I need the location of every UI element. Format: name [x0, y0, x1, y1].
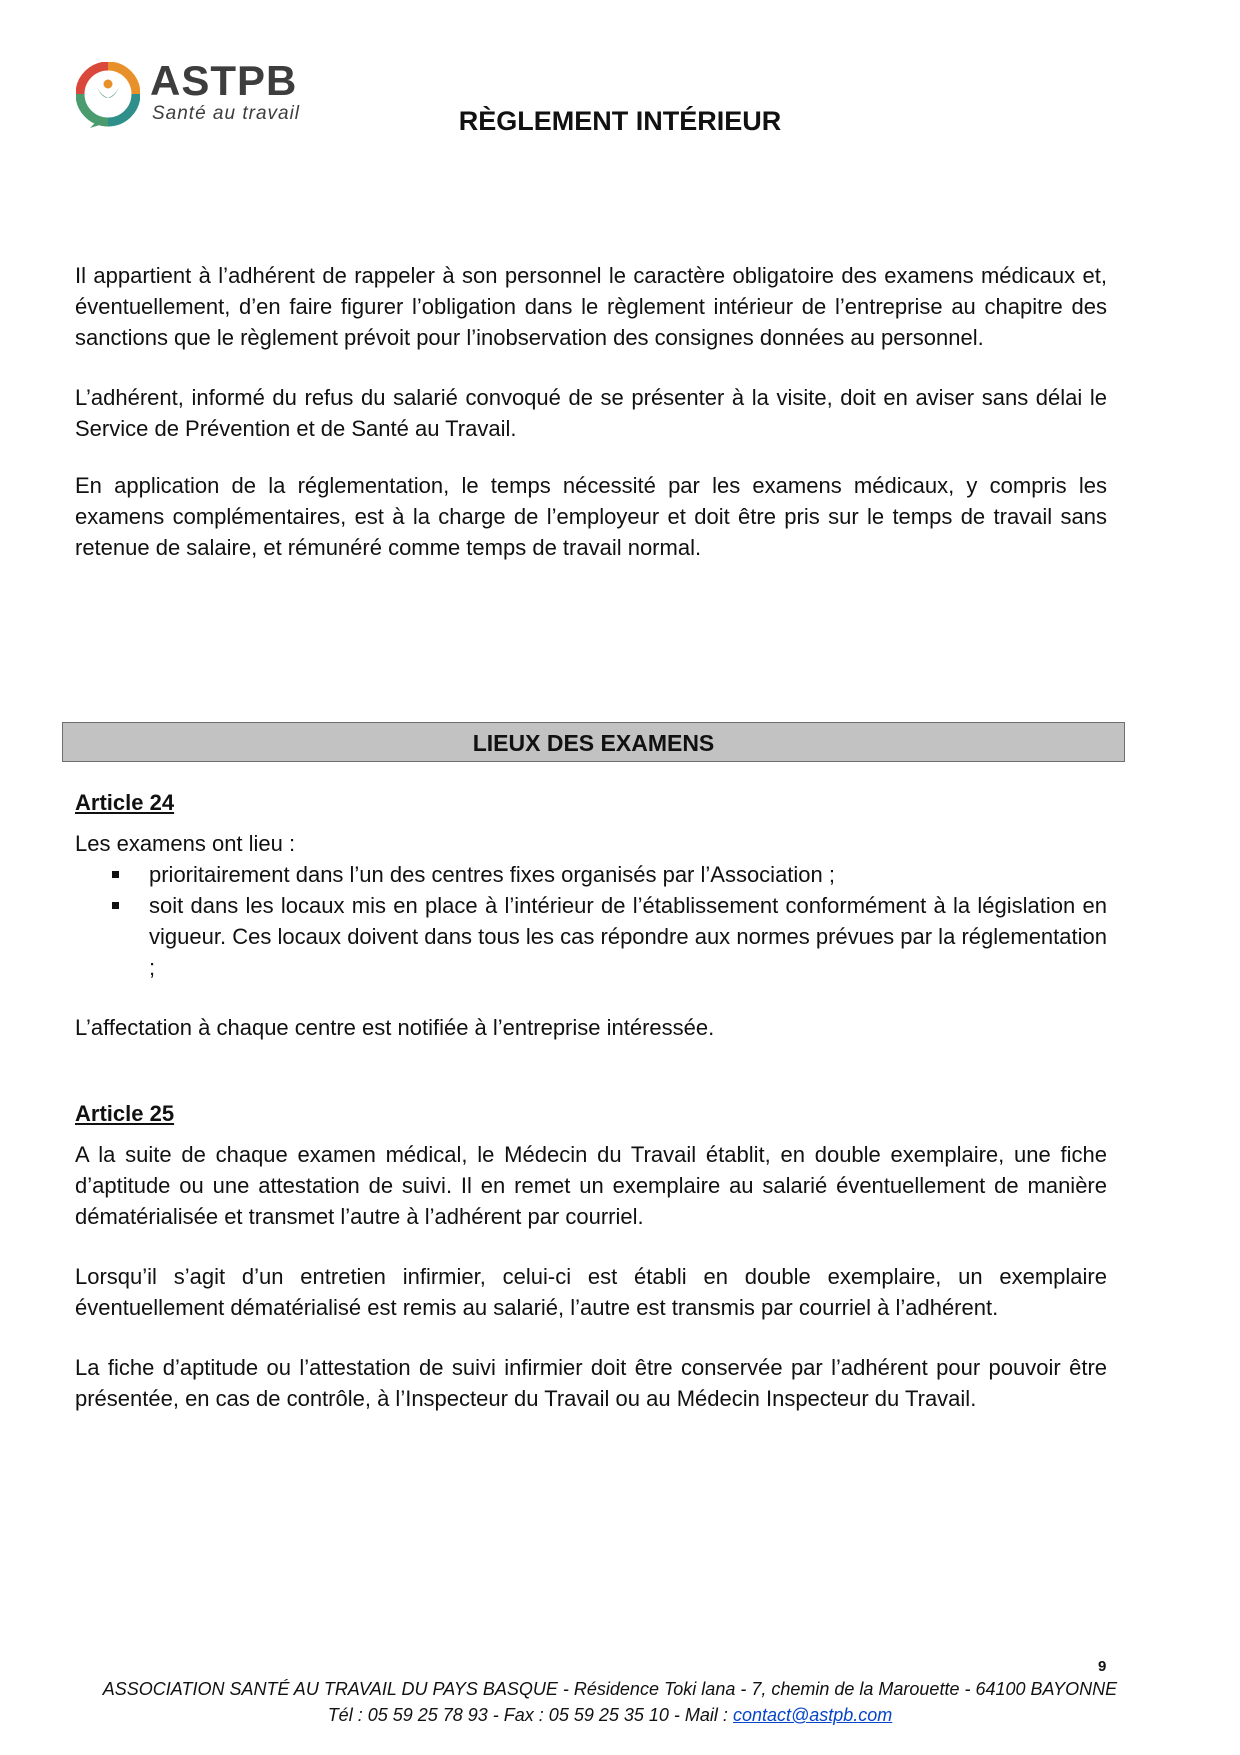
article-24	[75, 787, 1107, 1043]
intro-section	[75, 260, 1107, 563]
article-25-paragraph-3: La fiche d’aptitude ou l’attestation de suivi infirmier doit être conservée par l’adhérent pour pouvoir être présentée, en cas de contrôle, à l’Inspecteur du Travail ou au Médecin Inspecteur du Travail.	[75, 1355, 1107, 1411]
footer-phone-fax: Tél : 05 59 25 78 93 - Fax : 05 59 25 35 10 - Mail :	[327, 1705, 733, 1725]
astpb-logo	[76, 57, 316, 132]
article-25-paragraph-1: A la suite de chaque examen médical, le Médecin du Travail établit, en double exemplaire, une fiche d’aptitude ou une attestation de suivi. Il en remet un exemplaire au salarié éventuellement de manière dématérialisée et transmet l’autre à l’adhérent par courriel.	[75, 1142, 1107, 1229]
list-item-text: soit dans les locaux mis en place à l’intérieur de l’établissement conformément à la législation en vigueur. Ces locaux doivent dans tous les cas répondre aux normes prévues par la réglementation ;	[149, 893, 1107, 980]
intro-paragraph-3: En application de la réglementation, le temps nécessité par les examens médicaux, y compris les examens complémentaires, est à la charge de l’employeur et doit être pris sur le temps de travail sans retenue de salaire, et rémunéré comme temps de travail normal.	[75, 473, 1107, 560]
list-item-text: prioritairement dans l’un des centres fixes organisés par l’Association ;	[149, 862, 835, 887]
article-25	[75, 1098, 1107, 1414]
footer	[40, 1676, 1180, 1728]
footer-address: ASSOCIATION SANTÉ AU TRAVAIL DU PAYS BASQUE - Résidence Toki lana - 7, chemin de la Marouette - 64100 BAYONNE	[102, 1679, 1118, 1699]
footer-contact	[40, 1702, 1180, 1728]
list-item	[75, 890, 1107, 983]
document-title: RÈGLEMENT INTÉRIEUR	[458, 106, 782, 136]
email-link[interactable]: contact@astpb.com	[732, 1705, 893, 1725]
article-24-heading: Article 24	[75, 790, 175, 815]
logo-name: ASTPB	[150, 57, 298, 104]
article-24-closing: L’affectation à chaque centre est notifiée à l’entreprise intéressée.	[75, 1015, 715, 1040]
logo-tagline: Santé au travail	[152, 103, 301, 124]
logo-mark-icon	[76, 62, 140, 128]
article-24-list	[75, 859, 1107, 983]
square-bullet-icon	[112, 902, 119, 909]
article-25-paragraph-2: Lorsqu’il s’agit d’un entretien infirmier, celui-ci est établi en double exemplaire, un exemplaire éventuellement dématérialisé est remis au salarié, l’autre est transmis par courriel à l’adhérent.	[75, 1264, 1107, 1320]
square-bullet-icon	[112, 871, 119, 878]
page-number: 9	[1098, 1658, 1107, 1675]
intro-paragraph-1: Il appartient à l’adhérent de rappeler à son personnel le caractère obligatoire des examens médicaux et, éventuellement, d’en faire figurer l’obligation dans le règlement intérieur de l’entreprise au chapitre des sanctions que le règlement prévoit pour l’inobservation des consignes données au personnel.	[75, 263, 1107, 350]
list-item	[75, 859, 1107, 890]
section-banner: LIEUX DES EXAMENS	[62, 722, 1125, 762]
article-24-intro: Les examens ont lieu :	[75, 831, 296, 856]
article-25-heading: Article 25	[75, 1101, 175, 1126]
intro-paragraph-2: L’adhérent, informé du refus du salarié convoqué de se présenter à la visite, doit en aviser sans délai le Service de Prévention et de Santé au Travail.	[75, 385, 1107, 441]
